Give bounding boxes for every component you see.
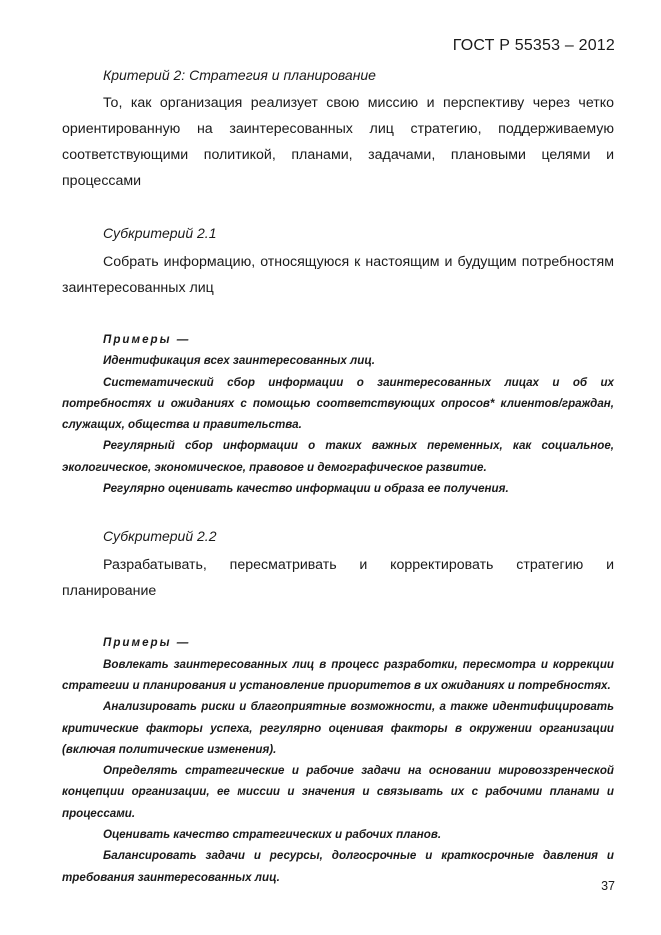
example-item: Оценивать качество стратегических и рабочих планов.	[103, 828, 442, 842]
subcriterion-2-2-text: Разрабатывать, пересматривать и корректировать стратегию и планирование	[62, 557, 614, 600]
subcriterion-2-1-text: Собрать информацию, относящуюся к настоящим и будущим потребностям заинтересованных лиц	[62, 254, 614, 296]
criterion-title: Критерий 2: Стратегия и планирование	[103, 67, 376, 83]
example-item: Идентификация всех заинтересованных лиц.	[103, 354, 376, 368]
examples-heading	[62, 632, 614, 653]
example-item: Регулярный сбор информации о таких важных переменных, как социальное, экологическое, экономическое, правовое и демографическое развитие.	[62, 439, 614, 474]
example-item: Вовлекать заинтересованных лиц в процесс разработки, пересмотра и коррекции стратегии и планирования и установление приоритетов в их ожиданиях и потребностях.	[62, 657, 614, 692]
example-item: Определять стратегические и рабочие задачи на основании мировоззренческой концепции организации, ее миссии и значения и связывать их с рабочими планами и процессами.	[62, 764, 614, 820]
subcriterion-2-1-title: Субкритерий 2.1	[103, 225, 217, 241]
page-content	[62, 64, 614, 888]
subcriterion-2-2-title: Субкритерий 2.2	[103, 528, 217, 545]
subcriterion-2-1-examples	[62, 329, 614, 499]
examples-label: Примеры	[103, 636, 172, 650]
example-item: Систематический сбор информации о заинтересованных лицах и об их потребностях и ожиданиях с помощью соответствующих опросов* клиентов/граждан, служащих, общества и правительства.	[62, 375, 614, 432]
examples-label: Примеры	[103, 333, 172, 346]
examples-dash: —	[176, 636, 189, 650]
criterion-text: То, как организация реализует свою миссию и перспективу через четко ориентированную на заинтересованных лиц стратегию, поддерживаемую соответствующими политикой, планами, задачами, плановыми целями и процессами	[62, 95, 614, 189]
standard-number: ГОСТ Р 55353 – 2012	[452, 37, 615, 54]
examples-heading	[62, 329, 614, 350]
subcriterion-2-2-examples	[62, 632, 614, 888]
examples-dash: —	[176, 333, 189, 346]
example-item: Балансировать задачи и ресурсы, долгосрочные и краткосрочные давления и требования заинтересованных лиц.	[62, 849, 614, 884]
example-item: Анализировать риски и благоприятные возможности, а также идентифицировать критические факторы успеха, регулярно оценивая факторы в окружении организации (включая политические изменения).	[62, 700, 614, 756]
page-number: 37	[601, 879, 615, 893]
example-item: Регулярно оценивать качество информации и образа ее получения.	[103, 482, 509, 496]
